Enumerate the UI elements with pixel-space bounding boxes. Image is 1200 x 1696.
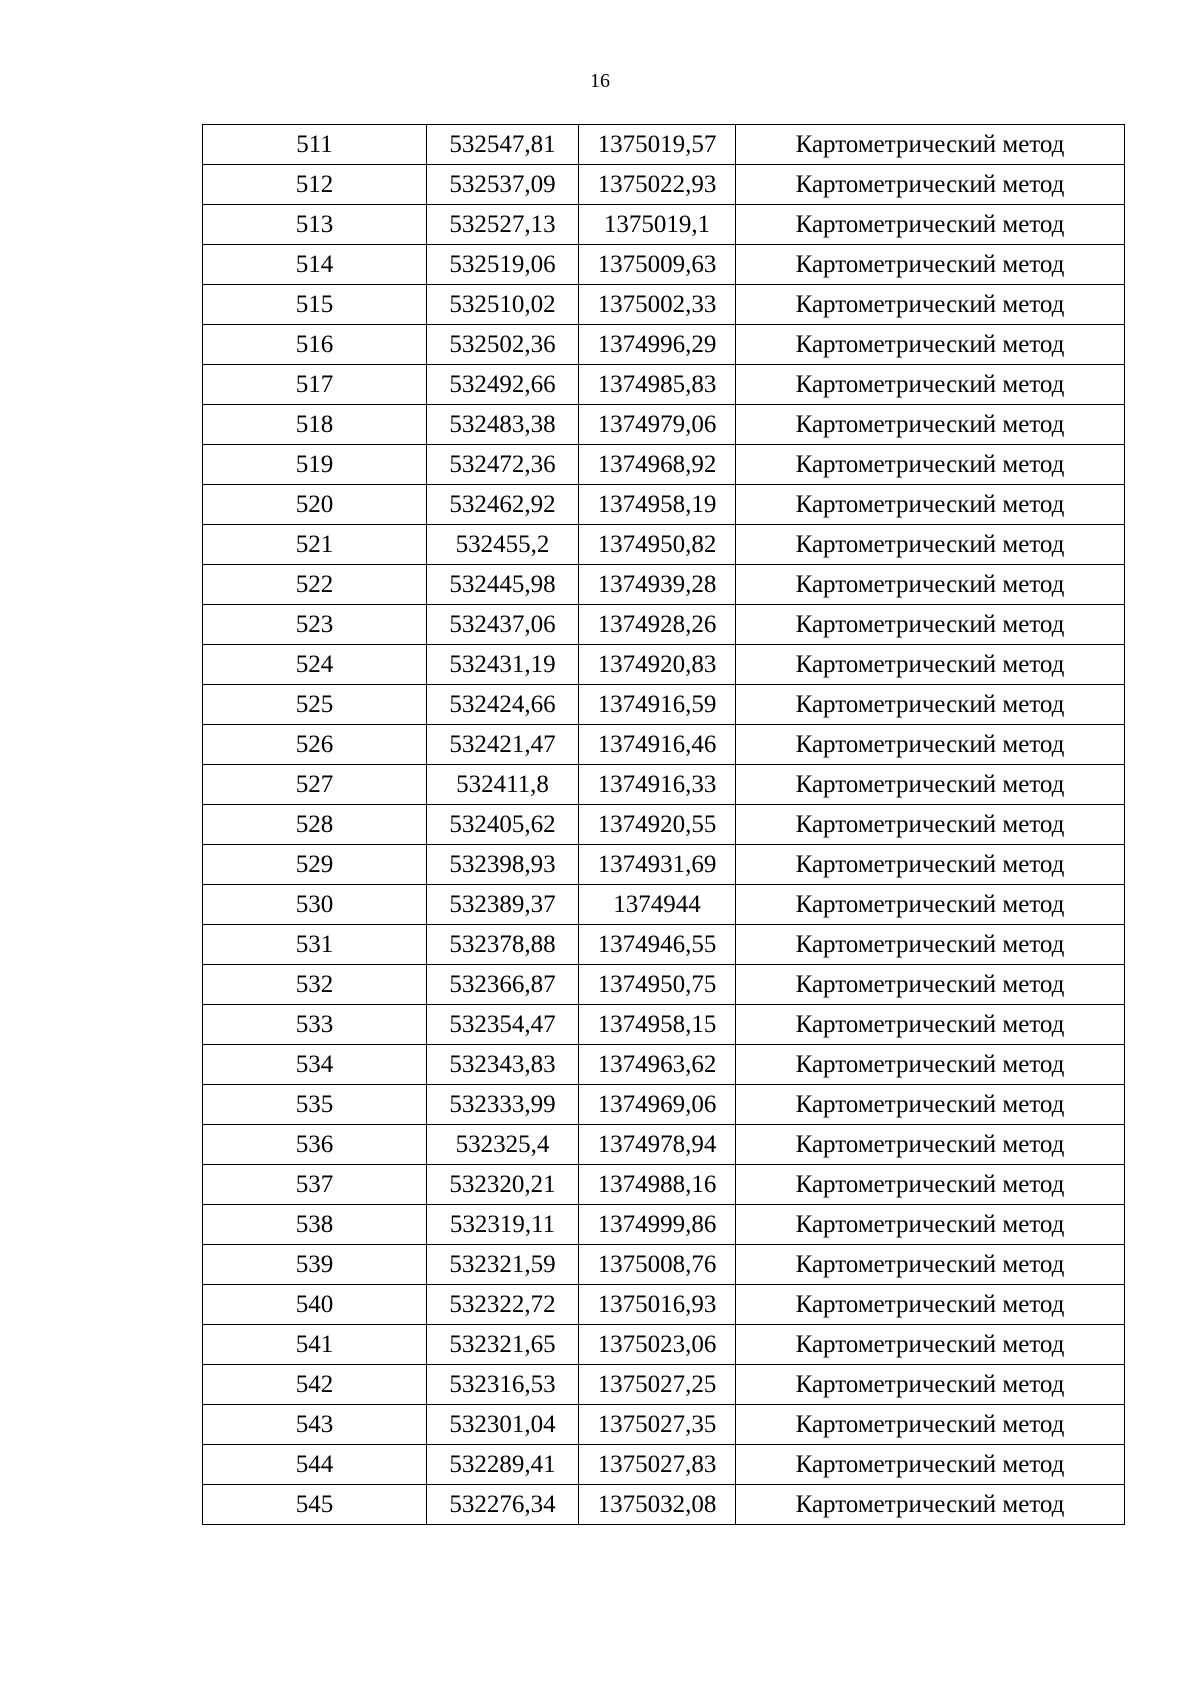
- method-cell: Картометрический метод: [736, 1165, 1125, 1205]
- page-number: 16: [590, 70, 610, 92]
- point-number-cell: 527: [203, 765, 427, 805]
- method-cell: Картометрический метод: [736, 1205, 1125, 1245]
- y-coordinate-cell: 1374920,83: [579, 645, 736, 685]
- point-number-cell: 530: [203, 885, 427, 925]
- x-coordinate-cell: 532527,13: [427, 205, 579, 245]
- method-cell: Картометрический метод: [736, 245, 1125, 285]
- table-row: [203, 725, 1125, 765]
- x-coordinate-cell: 532445,98: [427, 565, 579, 605]
- x-coordinate-cell: 532316,53: [427, 1365, 579, 1405]
- table-row: [203, 1405, 1125, 1445]
- table-row: [203, 1445, 1125, 1485]
- y-coordinate-cell: 1374958,19: [579, 485, 736, 525]
- table-row: [203, 765, 1125, 805]
- x-coordinate-cell: 532333,99: [427, 1085, 579, 1125]
- point-number-cell: 538: [203, 1205, 427, 1245]
- table-row: [203, 1005, 1125, 1045]
- y-coordinate-cell: 1374944: [579, 885, 736, 925]
- table-row: [203, 1205, 1125, 1245]
- table-row: [203, 925, 1125, 965]
- table-row: [203, 1245, 1125, 1285]
- method-cell: Картометрический метод: [736, 1405, 1125, 1445]
- point-number-cell: 516: [203, 325, 427, 365]
- x-coordinate-cell: 532411,8: [427, 765, 579, 805]
- y-coordinate-cell: 1374958,15: [579, 1005, 736, 1045]
- x-coordinate-cell: 532321,65: [427, 1325, 579, 1365]
- table-row: [203, 125, 1125, 165]
- method-cell: Картометрический метод: [736, 1365, 1125, 1405]
- y-coordinate-cell: 1375002,33: [579, 285, 736, 325]
- method-cell: Картометрический метод: [736, 445, 1125, 485]
- table-row: [203, 685, 1125, 725]
- point-number-cell: 533: [203, 1005, 427, 1045]
- x-coordinate-cell: 532431,19: [427, 645, 579, 685]
- table-row: [203, 245, 1125, 285]
- table-row: [203, 445, 1125, 485]
- x-coordinate-cell: 532405,62: [427, 805, 579, 845]
- method-cell: Картометрический метод: [736, 485, 1125, 525]
- method-cell: Картометрический метод: [736, 605, 1125, 645]
- x-coordinate-cell: 532455,2: [427, 525, 579, 565]
- y-coordinate-cell: 1375022,93: [579, 165, 736, 205]
- method-cell: Картометрический метод: [736, 845, 1125, 885]
- method-cell: Картометрический метод: [736, 925, 1125, 965]
- x-coordinate-cell: 532321,59: [427, 1245, 579, 1285]
- method-cell: Картометрический метод: [736, 565, 1125, 605]
- point-number-cell: 542: [203, 1365, 427, 1405]
- method-cell: Картометрический метод: [736, 285, 1125, 325]
- point-number-cell: 512: [203, 165, 427, 205]
- point-number-cell: 524: [203, 645, 427, 685]
- y-coordinate-cell: 1374996,29: [579, 325, 736, 365]
- x-coordinate-cell: 532398,93: [427, 845, 579, 885]
- point-number-cell: 535: [203, 1085, 427, 1125]
- x-coordinate-cell: 532492,66: [427, 365, 579, 405]
- method-cell: Картометрический метод: [736, 365, 1125, 405]
- x-coordinate-cell: 532322,72: [427, 1285, 579, 1325]
- method-cell: Картометрический метод: [736, 725, 1125, 765]
- method-cell: Картометрический метод: [736, 325, 1125, 365]
- y-coordinate-cell: 1375027,35: [579, 1405, 736, 1445]
- point-number-cell: 528: [203, 805, 427, 845]
- y-coordinate-cell: 1375008,76: [579, 1245, 736, 1285]
- y-coordinate-cell: 1375032,08: [579, 1485, 736, 1525]
- y-coordinate-cell: 1374950,82: [579, 525, 736, 565]
- method-cell: Картометрический метод: [736, 205, 1125, 245]
- table-row: [203, 1085, 1125, 1125]
- coordinates-table: [202, 124, 1125, 1525]
- coordinates-table-body: [203, 125, 1125, 1525]
- x-coordinate-cell: 532325,4: [427, 1125, 579, 1165]
- y-coordinate-cell: 1374928,26: [579, 605, 736, 645]
- point-number-cell: 517: [203, 365, 427, 405]
- y-coordinate-cell: 1374931,69: [579, 845, 736, 885]
- x-coordinate-cell: 532547,81: [427, 125, 579, 165]
- method-cell: Картометрический метод: [736, 965, 1125, 1005]
- point-number-cell: 525: [203, 685, 427, 725]
- x-coordinate-cell: 532510,02: [427, 285, 579, 325]
- table-row: [203, 165, 1125, 205]
- x-coordinate-cell: 532462,92: [427, 485, 579, 525]
- x-coordinate-cell: 532289,41: [427, 1445, 579, 1485]
- x-coordinate-cell: 532354,47: [427, 1005, 579, 1045]
- point-number-cell: 518: [203, 405, 427, 445]
- method-cell: Картометрический метод: [736, 1125, 1125, 1165]
- table-row: [203, 405, 1125, 445]
- x-coordinate-cell: 532366,87: [427, 965, 579, 1005]
- x-coordinate-cell: 532472,36: [427, 445, 579, 485]
- y-coordinate-cell: 1374988,16: [579, 1165, 736, 1205]
- y-coordinate-cell: 1375023,06: [579, 1325, 736, 1365]
- y-coordinate-cell: 1375019,57: [579, 125, 736, 165]
- point-number-cell: 523: [203, 605, 427, 645]
- method-cell: Картометрический метод: [736, 1285, 1125, 1325]
- x-coordinate-cell: 532276,34: [427, 1485, 579, 1525]
- table-row: [203, 1365, 1125, 1405]
- method-cell: Картометрический метод: [736, 645, 1125, 685]
- method-cell: Картометрический метод: [736, 1245, 1125, 1285]
- y-coordinate-cell: 1374946,55: [579, 925, 736, 965]
- point-number-cell: 531: [203, 925, 427, 965]
- point-number-cell: 514: [203, 245, 427, 285]
- y-coordinate-cell: 1375027,25: [579, 1365, 736, 1405]
- method-cell: Картометрический метод: [736, 125, 1125, 165]
- x-coordinate-cell: 532319,11: [427, 1205, 579, 1245]
- x-coordinate-cell: 532502,36: [427, 325, 579, 365]
- table-row: [203, 885, 1125, 925]
- point-number-cell: 519: [203, 445, 427, 485]
- y-coordinate-cell: 1374939,28: [579, 565, 736, 605]
- point-number-cell: 529: [203, 845, 427, 885]
- table-row: [203, 1485, 1125, 1525]
- table-row: [203, 805, 1125, 845]
- table-row: [203, 285, 1125, 325]
- table-row: [203, 525, 1125, 565]
- point-number-cell: 513: [203, 205, 427, 245]
- method-cell: Картометрический метод: [736, 765, 1125, 805]
- table-row: [203, 845, 1125, 885]
- method-cell: Картометрический метод: [736, 1485, 1125, 1525]
- point-number-cell: 520: [203, 485, 427, 525]
- y-coordinate-cell: 1374985,83: [579, 365, 736, 405]
- y-coordinate-cell: 1374916,33: [579, 765, 736, 805]
- point-number-cell: 515: [203, 285, 427, 325]
- y-coordinate-cell: 1374979,06: [579, 405, 736, 445]
- x-coordinate-cell: 532424,66: [427, 685, 579, 725]
- method-cell: Картометрический метод: [736, 1085, 1125, 1125]
- y-coordinate-cell: 1374950,75: [579, 965, 736, 1005]
- y-coordinate-cell: 1375009,63: [579, 245, 736, 285]
- table-row: [203, 365, 1125, 405]
- method-cell: Картометрический метод: [736, 1045, 1125, 1085]
- x-coordinate-cell: 532301,04: [427, 1405, 579, 1445]
- y-coordinate-cell: 1374916,59: [579, 685, 736, 725]
- y-coordinate-cell: 1374999,86: [579, 1205, 736, 1245]
- y-coordinate-cell: 1375019,1: [579, 205, 736, 245]
- point-number-cell: 544: [203, 1445, 427, 1485]
- method-cell: Картометрический метод: [736, 1325, 1125, 1365]
- point-number-cell: 511: [203, 125, 427, 165]
- method-cell: Картометрический метод: [736, 405, 1125, 445]
- point-number-cell: 543: [203, 1405, 427, 1445]
- x-coordinate-cell: 532483,38: [427, 405, 579, 445]
- x-coordinate-cell: 532389,37: [427, 885, 579, 925]
- table-row: [203, 1165, 1125, 1205]
- y-coordinate-cell: 1375016,93: [579, 1285, 736, 1325]
- x-coordinate-cell: 532437,06: [427, 605, 579, 645]
- point-number-cell: 539: [203, 1245, 427, 1285]
- method-cell: Картометрический метод: [736, 525, 1125, 565]
- point-number-cell: 532: [203, 965, 427, 1005]
- y-coordinate-cell: 1374916,46: [579, 725, 736, 765]
- table-row: [203, 965, 1125, 1005]
- x-coordinate-cell: 532320,21: [427, 1165, 579, 1205]
- x-coordinate-cell: 532537,09: [427, 165, 579, 205]
- table-row: [203, 645, 1125, 685]
- table-row: [203, 325, 1125, 365]
- point-number-cell: 534: [203, 1045, 427, 1085]
- y-coordinate-cell: 1374969,06: [579, 1085, 736, 1125]
- table-row: [203, 1045, 1125, 1085]
- point-number-cell: 521: [203, 525, 427, 565]
- y-coordinate-cell: 1374968,92: [579, 445, 736, 485]
- method-cell: Картометрический метод: [736, 1005, 1125, 1045]
- table-row: [203, 565, 1125, 605]
- x-coordinate-cell: 532421,47: [427, 725, 579, 765]
- x-coordinate-cell: 532378,88: [427, 925, 579, 965]
- table-row: [203, 605, 1125, 645]
- y-coordinate-cell: 1375027,83: [579, 1445, 736, 1485]
- method-cell: Картометрический метод: [736, 685, 1125, 725]
- table-row: [203, 1285, 1125, 1325]
- method-cell: Картометрический метод: [736, 805, 1125, 845]
- table-row: [203, 1325, 1125, 1365]
- method-cell: Картометрический метод: [736, 885, 1125, 925]
- y-coordinate-cell: 1374920,55: [579, 805, 736, 845]
- table-row: [203, 1125, 1125, 1165]
- table-row: [203, 205, 1125, 245]
- point-number-cell: 540: [203, 1285, 427, 1325]
- point-number-cell: 537: [203, 1165, 427, 1205]
- table-row: [203, 485, 1125, 525]
- point-number-cell: 522: [203, 565, 427, 605]
- method-cell: Картометрический метод: [736, 165, 1125, 205]
- y-coordinate-cell: 1374978,94: [579, 1125, 736, 1165]
- point-number-cell: 536: [203, 1125, 427, 1165]
- y-coordinate-cell: 1374963,62: [579, 1045, 736, 1085]
- method-cell: Картометрический метод: [736, 1445, 1125, 1485]
- point-number-cell: 541: [203, 1325, 427, 1365]
- point-number-cell: 526: [203, 725, 427, 765]
- x-coordinate-cell: 532519,06: [427, 245, 579, 285]
- point-number-cell: 545: [203, 1485, 427, 1525]
- x-coordinate-cell: 532343,83: [427, 1045, 579, 1085]
